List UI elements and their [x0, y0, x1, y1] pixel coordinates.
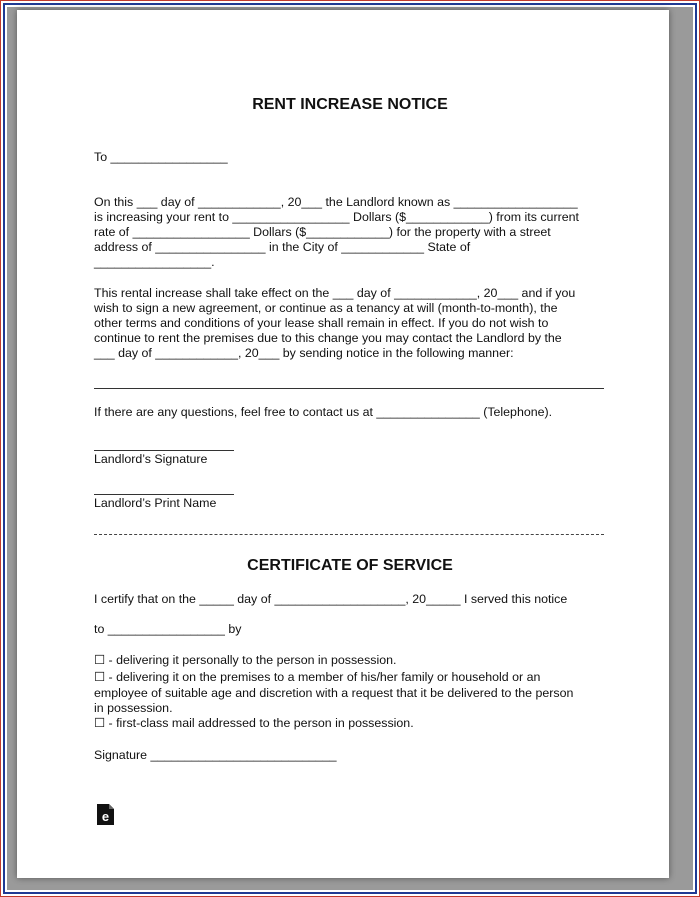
certificate-to-line: to _________________ by: [94, 622, 242, 636]
para2-line: ___ day of ____________, 20___ by sending notice in the following manner:: [94, 346, 514, 360]
landlord-print-name-label: Landlord’s Print Name: [94, 496, 217, 510]
para2-line: This rental increase shall take effect on the ___ day of ____________, 20___ and if you: [94, 286, 576, 300]
para1-line: is increasing your rent to _________________ Dollars ($____________) from its current: [94, 210, 579, 224]
para1-line: _________________.: [94, 255, 215, 269]
para1-line: address of ________________ in the City of ____________ State of: [94, 240, 471, 254]
svg-text:e: e: [101, 809, 110, 824]
para1-line: rate of _________________ Dollars ($____________) for the property with a street: [94, 225, 551, 239]
service-option-continued: employee of suitable age and discretion with a request that it be delivered to the person: [94, 686, 574, 700]
document-title: RENT INCREASE NOTICE: [252, 96, 448, 113]
service-option-continued: in possession.: [94, 701, 173, 715]
para2-line: other terms and conditions of your lease shall remain in effect. If you do not wish to: [94, 316, 549, 330]
certificate-signature-line: Signature ___________________________: [94, 748, 337, 762]
para2-line: continue to rent the premises due to this change you may contact the Landlord by the: [94, 331, 562, 345]
certificate-title: CERTIFICATE OF SERVICE: [247, 557, 453, 574]
questions-line: If there are any questions, feel free to contact us at _______________ (Telephone).: [94, 405, 553, 419]
notice-manner-line: [94, 388, 604, 389]
service-option: ☐ - delivering it personally to the person in possession.: [94, 653, 397, 667]
certify-line: I certify that on the _____ day of ___________________, 20_____ I served this notice: [94, 592, 568, 606]
service-option: ☐ - first-class mail addressed to the person in possession.: [94, 716, 414, 730]
para2-line: wish to sign a new agreement, or continue as a tenancy at will (month-to-month), the: [94, 301, 558, 315]
eforms-logo-icon: [97, 804, 114, 825]
service-option: ☐ - delivering it on the premises to a member of his/her family or household or an: [94, 670, 541, 684]
landlord-print-name-line: [94, 494, 234, 495]
landlord-signature-label: Landlord’s Signature: [94, 452, 208, 466]
section-divider: [94, 534, 604, 535]
para1-line: On this ___ day of ____________, 20___ the Landlord known as __________________: [94, 195, 578, 209]
to-line: To _________________: [94, 150, 228, 164]
landlord-signature-line: [94, 450, 234, 451]
